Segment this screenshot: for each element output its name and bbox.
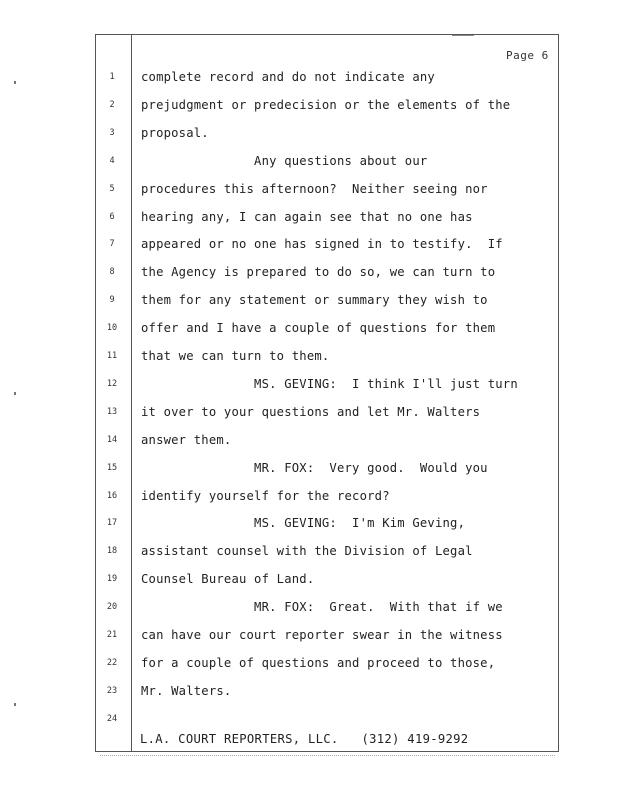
- transcript-line-text: MS. GEVING: I'm Kim Geving,: [141, 516, 466, 531]
- line-number: 24: [106, 713, 118, 724]
- line-number: 12: [106, 378, 118, 389]
- line-number: 17: [106, 518, 118, 529]
- line-number: 3: [109, 127, 115, 138]
- transcript-line-text: prejudgment or predecision or the elements of the: [141, 97, 511, 112]
- line-number: 22: [106, 657, 118, 668]
- transcript-line-text: Counsel Bureau of Land.: [141, 572, 315, 587]
- scan-speck: [14, 703, 16, 706]
- line-number: 15: [106, 462, 118, 473]
- transcript-line-text: identify yourself for the record?: [141, 488, 390, 503]
- line-number-margin-rule: [131, 34, 132, 752]
- transcript-line-text: hearing any, I can again see that no one has: [141, 209, 473, 224]
- transcript-line-text: complete record and do not indicate any: [141, 70, 435, 84]
- transcript-line-text: Any questions about our: [141, 153, 428, 168]
- line-number: 2: [109, 99, 115, 110]
- transcript-line-text: proposal.: [141, 125, 209, 140]
- line-number: 5: [109, 183, 115, 194]
- transcript-line-text: can have our court reporter swear in the witness: [141, 628, 503, 642]
- transcript-line-text: answer them.: [141, 432, 232, 447]
- line-number: 4: [109, 155, 115, 166]
- scan-speck: [14, 81, 16, 84]
- transcript-line-text: for a couple of questions and proceed to those,: [141, 655, 496, 670]
- line-number: 21: [106, 630, 118, 640]
- transcript-line-text: assistant counsel with the Division of Legal: [141, 544, 473, 559]
- scan-speck: [14, 392, 16, 395]
- line-number: 10: [106, 323, 118, 334]
- transcript-line-text: offer and I have a couple of questions for them: [141, 321, 496, 336]
- scan-mark: [452, 35, 474, 36]
- line-number: 14: [106, 434, 118, 445]
- line-number: 1: [109, 72, 115, 82]
- line-number: 9: [109, 295, 115, 306]
- transcript-page-frame: [95, 34, 559, 752]
- line-number: 18: [106, 546, 118, 557]
- transcript-line-text: appeared or no one has signed in to testify. If: [141, 237, 503, 252]
- footer-reporter-info: L.A. COURT REPORTERS, LLC. (312) 419-9292: [140, 732, 469, 746]
- line-number: 16: [106, 490, 118, 501]
- transcript-line-text: it over to your questions and let Mr. Walters: [141, 404, 481, 419]
- page-number-label: Page 6: [506, 49, 549, 62]
- transcript-line-text: the Agency is prepared to do so, we can turn to: [141, 265, 496, 280]
- line-number: 8: [109, 267, 115, 278]
- scan-bottom-edge: [100, 755, 555, 756]
- transcript-line-text: MR. FOX: Great. With that if we: [141, 600, 503, 615]
- transcript-line-text: procedures this afternoon? Neither seeing nor: [141, 181, 488, 196]
- transcript-line-text: that we can turn to them.: [141, 349, 330, 363]
- line-number: 11: [106, 351, 118, 361]
- transcript-line-text: them for any statement or summary they wish to: [141, 293, 488, 308]
- transcript-line-text: Mr. Walters.: [141, 683, 232, 698]
- transcript-line-text: MR. FOX: Very good. Would you: [141, 460, 488, 475]
- line-number: 20: [106, 602, 118, 613]
- line-number: 13: [106, 406, 118, 417]
- line-number: 7: [109, 239, 115, 250]
- line-number: 6: [109, 211, 115, 222]
- line-number: 23: [106, 685, 118, 696]
- transcript-line-text: MS. GEVING: I think I'll just turn: [141, 376, 518, 391]
- line-number: 19: [106, 574, 118, 585]
